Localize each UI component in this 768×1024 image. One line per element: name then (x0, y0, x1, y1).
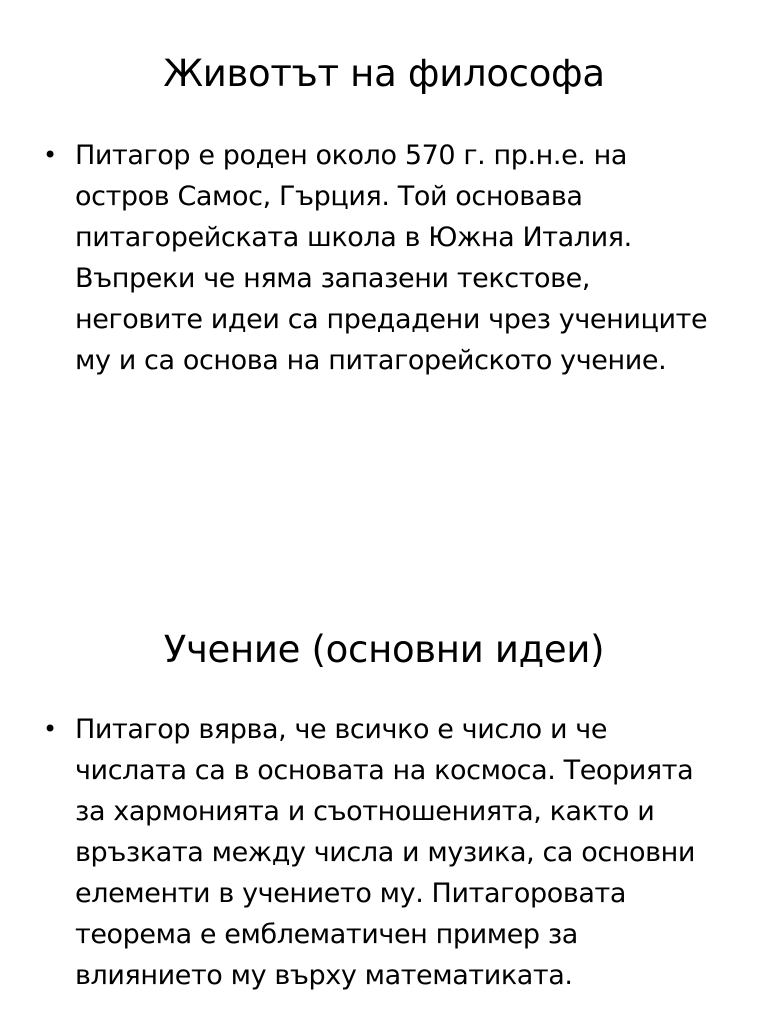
bullet-text: Питагор вярва, че всичко е число и че числата са в основата на космоса. Теорията за хармонията и съотношенията, както и връзката между числа и музика, са основни елементи в учението му. Питагоровата теорема е емблематичен пример за влиянието му върху математиката. (75, 714, 696, 991)
slide-title: Животът на философа (163, 52, 605, 95)
slide-teachings (0, 576, 768, 1024)
bullet-icon: • (43, 715, 57, 743)
bullet-item (43, 135, 723, 381)
slide-title: Учение (основни идеи) (163, 628, 605, 671)
bullet-text: Питагор е роден около 570 г. пр.н.е. на остров Самос, Гърция. Той основава питагорейската школа в Южна Италия. Въпреки че няма запазени текстове, неговите идеи са предадени чрез учениците му и са основа на питагорейското учение. (75, 140, 708, 376)
bullet-list (0, 709, 768, 996)
bullet-list (0, 135, 768, 381)
bullet-icon: • (43, 141, 57, 169)
bullet-item (43, 709, 723, 996)
